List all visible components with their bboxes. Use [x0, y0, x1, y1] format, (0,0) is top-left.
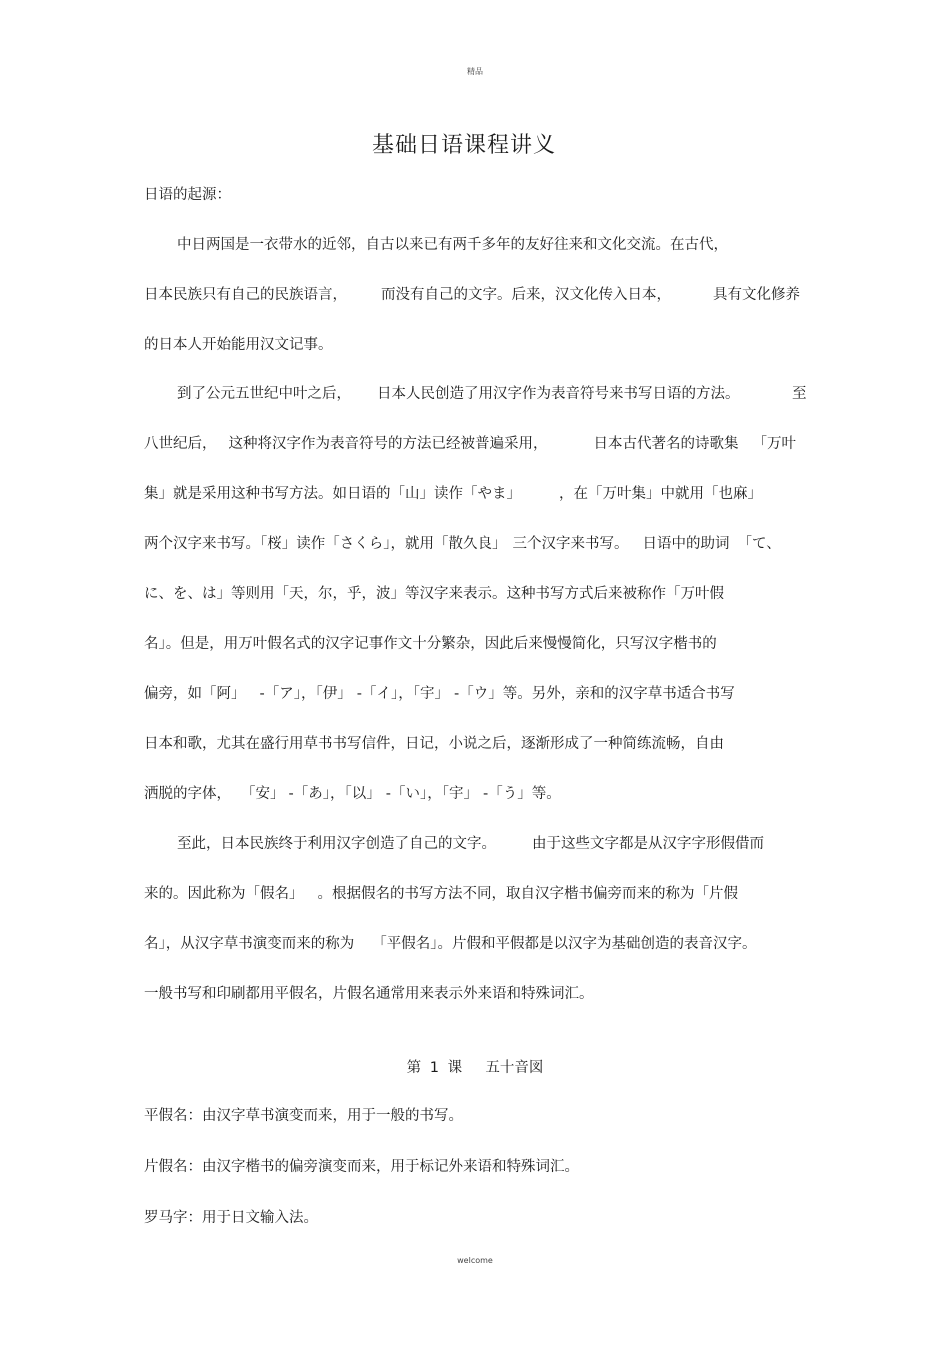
- text-segment: 日本古代著名的诗歌集: [593, 436, 739, 452]
- paragraph-line: 一般书写和印刷都用平假名，片假名通常用来表示外来语和特殊词汇。: [144, 986, 594, 1002]
- lesson-name: 五十音図: [485, 1060, 544, 1076]
- paragraph-line: 中日两国是一衣带水的近邻，自古以来已有两千多年的友好往来和文化交流。在古代，: [177, 237, 728, 253]
- text-segment: 八世纪后，: [144, 436, 217, 452]
- paragraph-line: 名」。但是，用万叶假名式的汉字记事作文十分繁杂，因此后来慢慢简化，只写汉字楷书的: [144, 636, 717, 652]
- text-segment: 偏旁，如「阿」: [144, 686, 246, 702]
- text-segment: 到了公元五世纪中叶之后，: [177, 386, 351, 402]
- paragraph-line: [144, 684, 735, 704]
- paragraph-line: 日本和歌，尤其在盛行用草书书写信件，日记，小说之后，逐渐形成了一种简练流畅，自由: [144, 736, 724, 752]
- definition-romaji: 罗马字：用于日文输入法。: [144, 1210, 318, 1226]
- text-segment: 而没有自己的文字。后来，汉文化传入日本，: [381, 287, 671, 303]
- text-segment: 「平假名」。片假和平假都是以汉字为基础创造的表音汉字。: [372, 936, 757, 952]
- lesson-heading: [0, 1056, 950, 1077]
- text-segment: 日语中的助词: [642, 536, 730, 552]
- text-segment: 具有文化修养: [713, 287, 800, 303]
- section-heading: 日语的起源：: [144, 187, 231, 203]
- text-segment: 「安」: [241, 786, 285, 802]
- text-segment: 名」，从汉字草书演变而来的称为: [144, 936, 355, 952]
- text-segment: 日本民族只有自己的民族语言，: [144, 287, 347, 303]
- lesson-prefix: 第: [406, 1060, 422, 1076]
- paragraph-line: 至: [792, 386, 807, 402]
- page-footer: welcome: [457, 1256, 493, 1265]
- paragraph-line: [177, 834, 764, 854]
- text-segment: 这种将汉字作为表音符号的方法已经被普遍采用，: [228, 436, 548, 452]
- text-segment: 洒脱的字体，: [144, 786, 231, 802]
- text-segment: 「万叶: [752, 436, 796, 452]
- text-segment: -「い」，「宇」: [385, 786, 478, 802]
- text-segment: 「て、: [737, 536, 781, 552]
- paragraph-line: [144, 285, 800, 305]
- paragraph-line: [144, 784, 561, 804]
- paragraph-line: [144, 484, 762, 504]
- text-segment: -「ウ」等。另外，亲和的汉字草书适合书写: [453, 686, 735, 702]
- text-segment: 集」就是采用这种书写方法。如日语的「山」读作「やま」: [144, 486, 521, 502]
- paragraph-line: 的日本人开始能用汉文记事。: [144, 337, 333, 353]
- paragraph-line: に、を、は」等则用「天，尔，乎，波」等汉字来表示。这种书写方式后来被称作「万叶假: [144, 586, 724, 602]
- text-segment: 。根据假名的书写方法不同，取自汉字楷书偏旁而来的称为「片假: [317, 886, 738, 902]
- paragraph-line: [177, 384, 740, 404]
- lesson-number: 1: [429, 1060, 439, 1076]
- page-header: 精品: [467, 67, 483, 76]
- text-segment: 由于这些文字都是从汉字字形假借而: [532, 836, 764, 852]
- text-segment: 来的。因此称为「假名」: [144, 886, 304, 902]
- text-segment: -「う」等。: [482, 786, 561, 802]
- paragraph-line: [144, 884, 738, 904]
- text-segment: 两个汉字来书写。「桜」读作「さくら」，就用「散久良」: [144, 536, 507, 552]
- text-segment: 至此，日本民族终于利用汉字创造了自己的文字。: [177, 836, 496, 852]
- document-title: 基础日语课程讲义: [371, 133, 556, 158]
- lesson-unit: 课: [447, 1060, 463, 1076]
- text-segment: -「イ」，「宇」: [356, 686, 449, 702]
- paragraph-line: [144, 434, 796, 454]
- paragraph-line: [144, 534, 781, 554]
- text-segment: -「あ」，「以」: [288, 786, 381, 802]
- text-segment: ，在「万叶集」中就用「也麻」: [559, 486, 762, 502]
- text-segment: 日本人民创造了用汉字作为表音符号来书写日语的方法。: [377, 386, 740, 402]
- text-segment: -「ア」，「伊」: [259, 686, 352, 702]
- text-segment: 三个汉字来书写。: [512, 536, 629, 552]
- paragraph-line: [144, 934, 757, 954]
- definition-katakana: 片假名：由汉字楷书的偏旁演变而来，用于标记外来语和特殊词汇。: [144, 1159, 579, 1175]
- definition-hiragana: 平假名：由汉字草书演变而来，用于一般的书写。: [144, 1108, 463, 1124]
